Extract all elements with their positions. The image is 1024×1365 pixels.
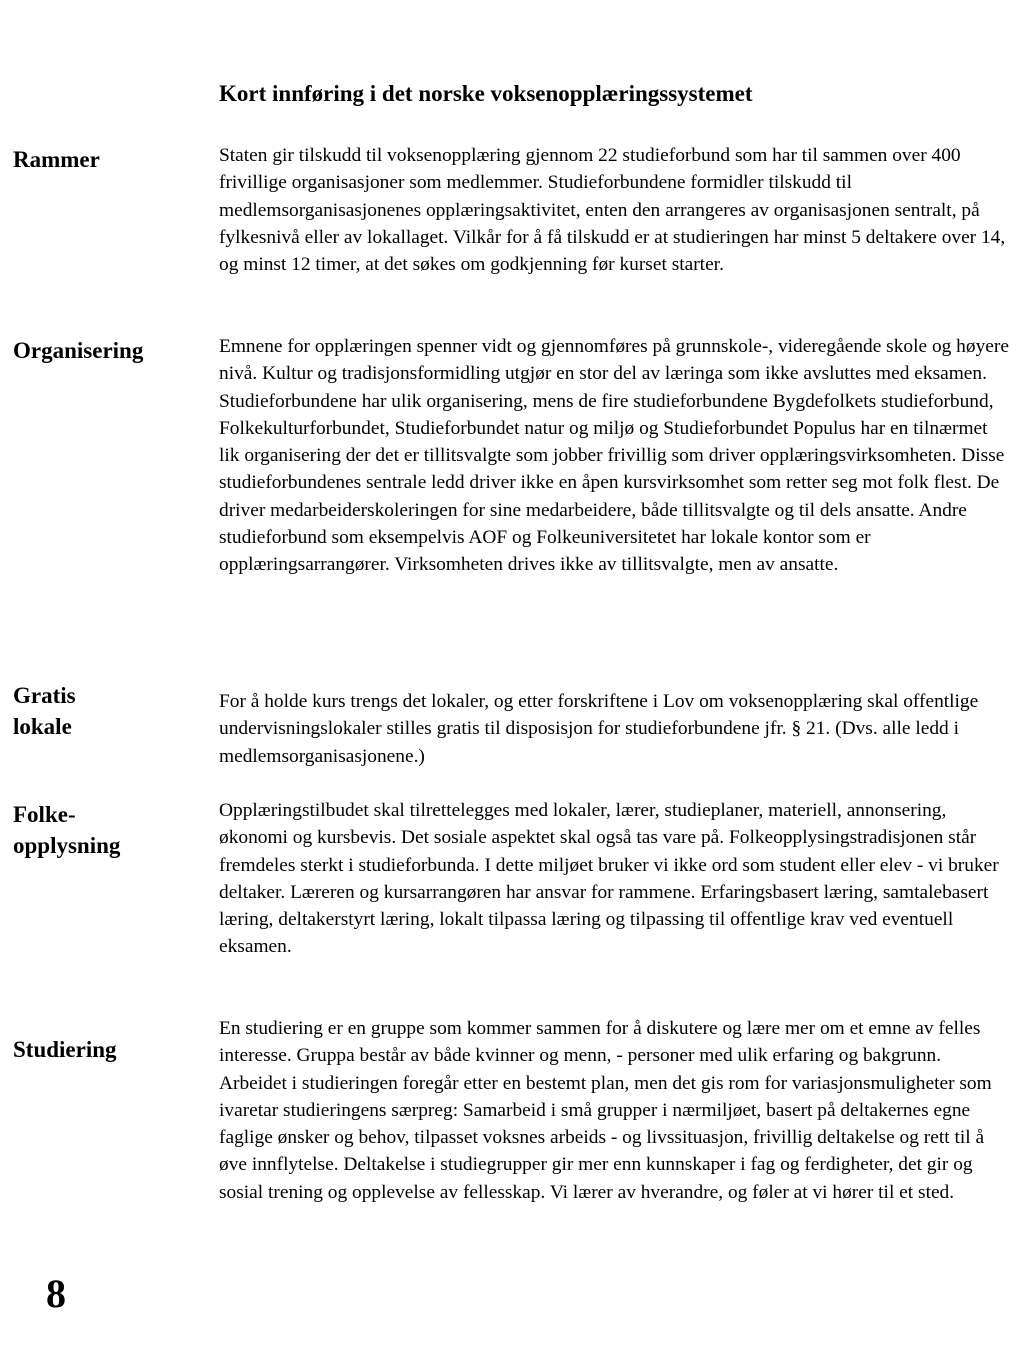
paragraph: For å holde kurs trengs det lokaler, og etter forskriftene i Lov om voksenopplæring skal offentlige undervisningslokaler stilles gratis til disposisjon for studieforbundene jfr. § 21. (Dvs. alle ledd i medlemsorganisasjonene.) — [219, 691, 979, 767]
paragraph: Studieforbundene har ulik organisering, mens de fire studieforbundene Bygdefolkets studieforbund, Folkekulturforbundet, Studieforbundet natur og miljø og Studieforbundet Populus har en tilnærmet lik organisering der det er tillitsvalgte som jobber frivillig som driver opplæringsvirksomheten. Disse studieforbundenes sentrale ledd driver ikke en åpen kursvirksomhet som retter seg mot folk flest. De driver medarbeiderskoleringen for sine medarbeidere, både tillitsvalgte og til dels ansatte. Andre studieforbund som eksempelvis AOF og Folkeuniversitetet har lokale kontor som er opplæringsarrangører. Virksomheten drives ikke av tillitsvalgte, men av ansatte. — [219, 390, 1005, 576]
section-heading-line: Organisering — [13, 338, 144, 363]
section-body-organisering — [219, 333, 1011, 579]
section-body-studiering — [219, 1015, 1011, 1206]
page-title: Kort innføring i det norske voksenopplæringssystemet — [219, 81, 753, 106]
section-body-rammer — [219, 142, 1011, 278]
section-heading-line: Folke- — [13, 802, 76, 827]
page-number: 8 — [46, 1271, 66, 1316]
section-heading-gratis-lokale — [13, 680, 203, 742]
paragraph: Staten gir tilskudd til voksenopplæring gjennom 22 studieforbund som har til sammen over 400 frivillige organisasjoner som medlemmer. Studieforbundene formidler tilskudd til medlemsorganisasjonenes opplæringsaktivitet, enten den arrangeres av organisasjonen sentralt, på fylkesnivå eller av lokallaget. Vilkår for å få tilskudd er at studieringen har minst 5 deltakere over 14, og minst 12 timer, at det søkes om godkjenning før kurset starter. — [219, 145, 1006, 276]
section-heading-studiering — [13, 1034, 203, 1065]
paragraph: Opplæringstilbudet skal tilrettelegges med lokaler, lærer, studieplaner, materiell, annonsering, økonomi og kursbevis. Det sosiale aspektet skal også tas vare på. Folkeopplysingstradisjonen står fremdeles sterkt i studieforbunda. I dette miljøet bruker vi ikke ord som student eller elev - vi bruker deltaker. Læreren og kursarrangøren har ansvar for rammene. Erfaringsbasert læring, samtalebasert læring, deltakerstyrt læring, lokalt tilpassa læring og tilpassing til offentlige krav ved eventuell eksamen. — [219, 800, 999, 958]
section-heading-folkeopplysning — [13, 799, 203, 861]
section-heading-line: Studiering — [13, 1037, 117, 1062]
section-heading-line: Rammer — [13, 147, 100, 172]
paragraph: Emnene for opplæringen spenner vidt og gjennomføres på grunnskole-, videregående skole og høyere nivå. Kultur og tradisjonsformidling utgjør en stor del av læringa som ikke avsluttes med eksamen. — [219, 336, 1009, 385]
section-heading-line: Gratis — [13, 683, 76, 708]
section-heading-line: lokale — [13, 714, 72, 739]
section-heading-line: opplysning — [13, 833, 121, 858]
section-body-folkeopplysning — [219, 797, 1011, 961]
section-heading-organisering — [13, 335, 203, 366]
paragraph: En studiering er en gruppe som kommer sammen for å diskutere og lære mer om et emne av felles interesse. Gruppa består av både kvinner og menn, - personer med ulik erfaring og bakgrunn. Arbeidet i studieringen foregår etter en bestemt plan, men det gis rom for variasjonsmuligheter som ivaretar studieringens særpreg: Samarbeid i små grupper i nærmiljøet, basert på deltakernes egne faglige ønsker og behov, tilpasset voksnes arbeids - og livssituasjon, frivillig deltakelse og rett til å øve innflytelse. Deltakelse i studiegrupper gir mer enn kunnskaper i fag og ferdigheter, det gir og sosial trening og opplevelse av fellesskap. Vi lærer av hverandre, og føler at vi hører til et sted. — [219, 1018, 992, 1203]
section-heading-rammer — [13, 144, 203, 175]
section-body-gratis-lokale — [219, 688, 1011, 770]
